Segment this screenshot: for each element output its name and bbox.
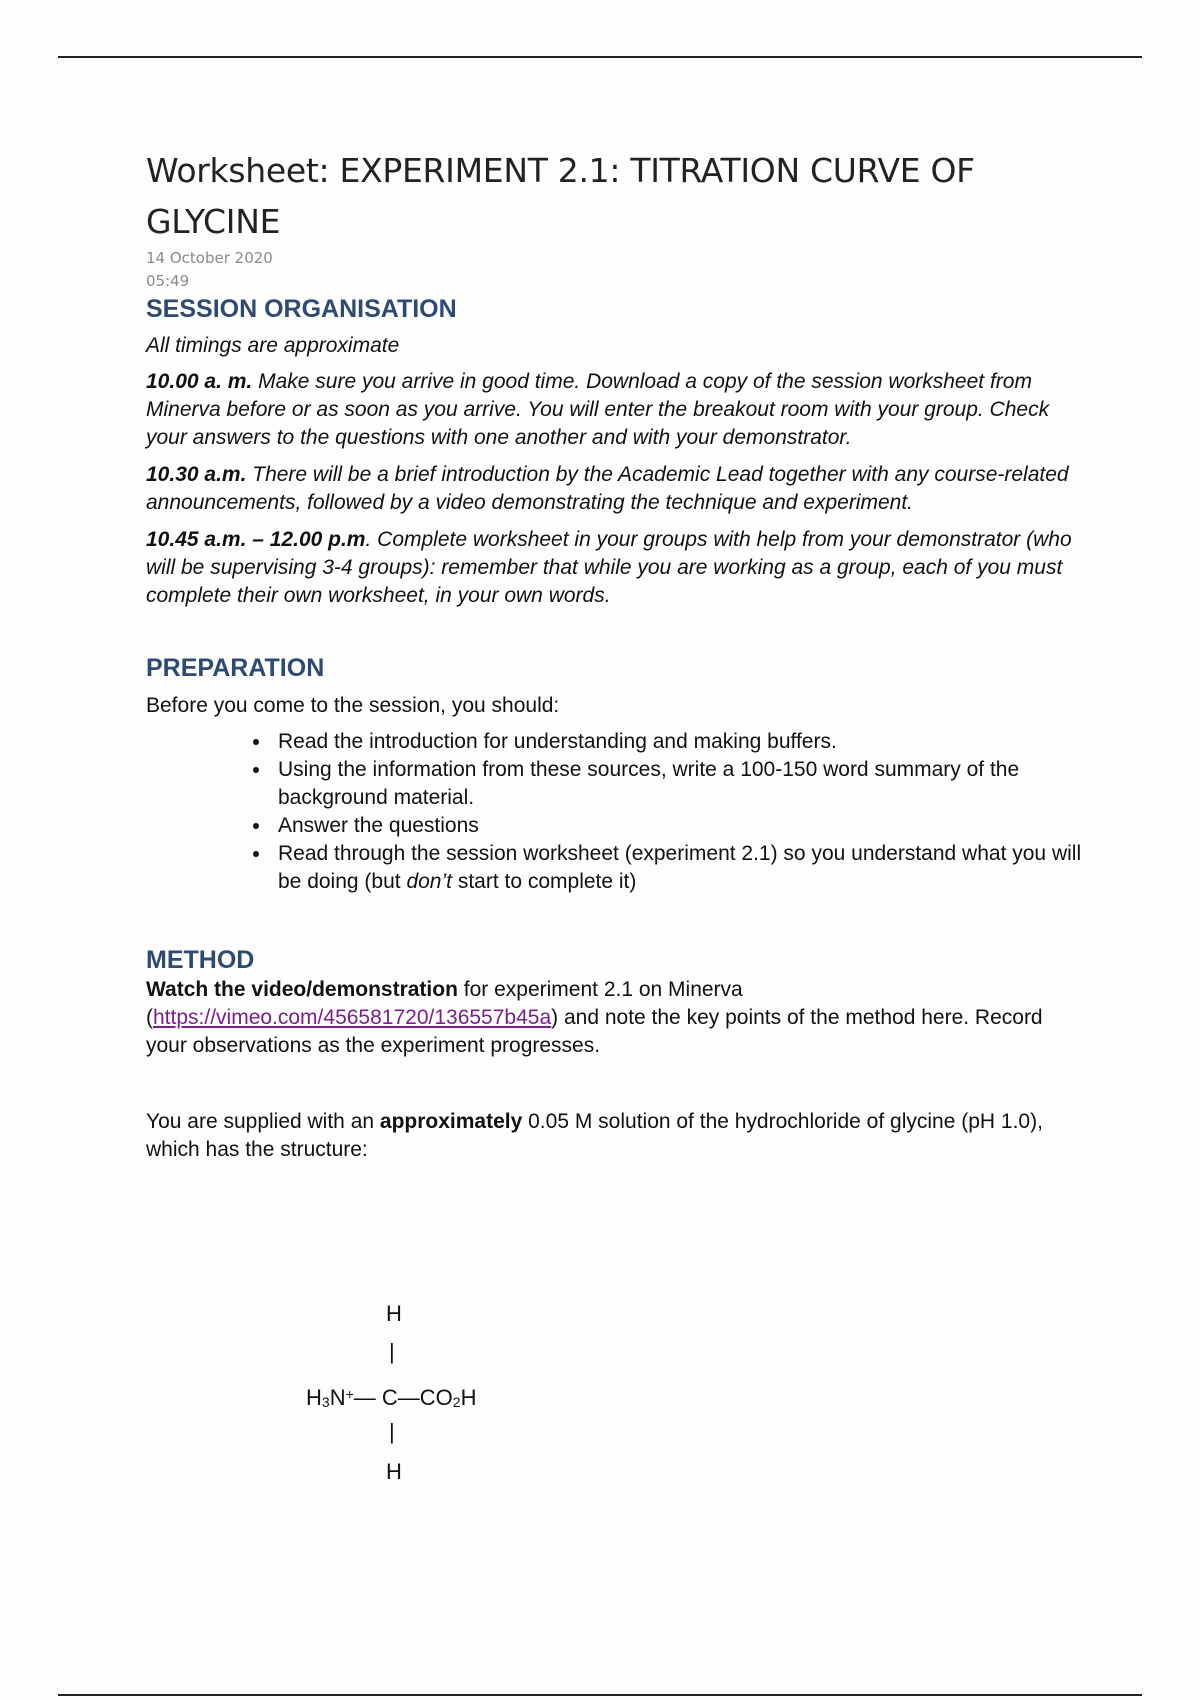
structure-top-h: H [386, 1301, 402, 1326]
structure-bottom-h: H [386, 1459, 402, 1484]
structure-sub: 2 [452, 1394, 461, 1410]
session-item-text: . Complete worksheet in your groups with help from your demonstrator (who will be supervising 3-4 groups): remember that while you are working as a group, each of you must complete their own worksheet, in your own words. [146, 528, 1072, 607]
method-paragraph [146, 976, 1086, 1060]
session-item-time: 10.00 a. m. [146, 370, 253, 393]
session-item-time: 10.30 a.m. [146, 463, 247, 486]
structure-bond-left: — [353, 1385, 376, 1410]
preparation-bullet: • Read the introduction for understanding and making buffers. [272, 728, 1086, 756]
structure-bond-bottom: | [389, 1419, 395, 1444]
worksheet-content [146, 145, 1086, 1164]
method-text: ) and note the key points of the method here. Record your observations as the experiment progresses. [146, 1006, 1043, 1057]
structure-bond-right: — [397, 1385, 420, 1410]
structure-bond-top: | [389, 1339, 395, 1364]
bullet-text: start to complete it) [451, 870, 637, 893]
structure-main-row [306, 1380, 476, 1416]
preparation-bullet: • Answer the questions [272, 812, 1086, 840]
video-link[interactable]: https://vimeo.com/456581720/136557b45a [153, 1006, 552, 1029]
timing-note: All timings are approximate [146, 334, 400, 357]
session-item-time: 10.45 a.m. – 12.00 p.m [146, 528, 366, 551]
supply-text: 0.05 M solution of the hydrochloride of glycine (pH 1.0), which has the structure: [146, 1110, 1043, 1161]
page-time: 05:49 [146, 272, 190, 290]
supply-paragraph [146, 1108, 1086, 1164]
preparation-bullet [272, 840, 1086, 896]
structure-n: N [329, 1385, 346, 1410]
method-text: for experiment 2.1 on Minerva ( [146, 978, 743, 1029]
page-date: 14 October 2020 [146, 249, 273, 267]
structure-charge: + [345, 1386, 354, 1402]
session-item-text: There will be a brief introduction by the Academic Lead together with any course-related announcements, followed by a video demonstrating the technique and experiment. [146, 463, 1069, 514]
structure-h: H [460, 1385, 477, 1410]
method-bold: Watch the video/demonstration [146, 978, 458, 1001]
structure-sub: 3 [321, 1394, 330, 1410]
session-item-text: Make sure you arrive in good time. Download a copy of the session worksheet from Minerva before or as soon as you arrive. You will enter the breakout room with your group. Check your answers to the questions with one another and with your demonstrator. [146, 370, 1050, 449]
structure-carbon: C [381, 1385, 398, 1410]
structure-co: CO [419, 1385, 453, 1410]
session-item [146, 461, 1086, 517]
bullet-text: Read through the session worksheet (experiment 2.1) so you understand what you will be doing (but [278, 842, 1082, 893]
session-item [146, 368, 1086, 452]
method-heading: METHOD [146, 946, 255, 974]
session-item [146, 526, 1086, 610]
structure-h: H [306, 1385, 322, 1410]
bullet-emphasis: don’t [406, 870, 452, 893]
supply-bold: approximately [379, 1110, 523, 1133]
glycine-structure [300, 1300, 540, 1490]
preparation-bullet: • Using the information from these sources, write a 100-150 word summary of the background material. [272, 756, 1086, 812]
bottom-rule [58, 1694, 1142, 1696]
preparation-list [146, 728, 1086, 896]
session-heading: SESSION ORGANISATION [146, 295, 457, 323]
preparation-intro: Before you come to the session, you should: [146, 694, 560, 717]
page-title: Worksheet: EXPERIMENT 2.1: TITRATION CURVE OF GLYCINE [146, 151, 975, 241]
top-rule [58, 56, 1142, 58]
supply-text: You are supplied with an [146, 1110, 380, 1133]
preparation-heading: PREPARATION [146, 654, 325, 682]
